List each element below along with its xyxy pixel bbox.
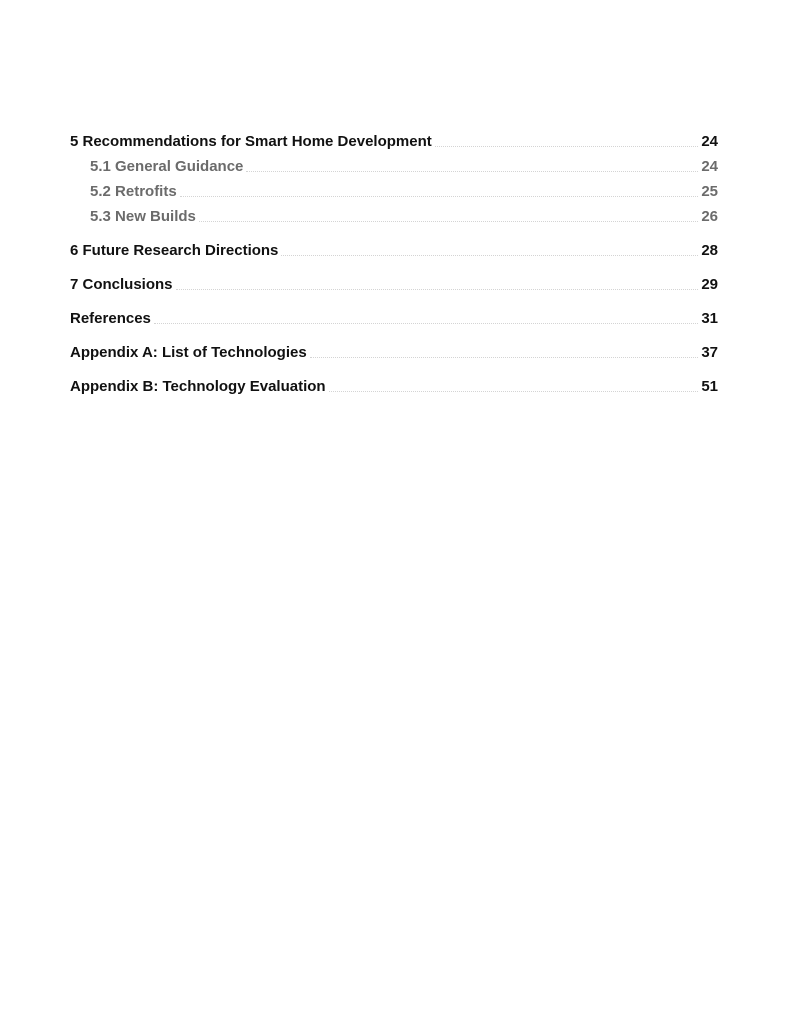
toc-entry-page: 24 [701, 158, 718, 175]
toc-entry-page: 26 [701, 208, 718, 225]
toc-entry-page: 29 [701, 276, 718, 293]
toc-entry-title: 5.3 New Builds [90, 208, 196, 225]
dot-leader [310, 356, 699, 358]
dot-leader [176, 288, 699, 290]
toc-entry-title: 7 Conclusions [70, 276, 173, 293]
toc-entry-title: 5.2 Retrofits [90, 183, 177, 200]
toc-entry-section-5-2[interactable] [70, 180, 718, 200]
dot-leader [154, 322, 698, 324]
toc-entry-section-5-3[interactable] [70, 205, 718, 225]
toc-entry-page: 28 [701, 242, 718, 259]
dot-leader [435, 145, 699, 147]
toc-entry-page: 31 [701, 310, 718, 327]
dot-leader [246, 170, 698, 172]
toc-entry-title: References [70, 310, 151, 327]
toc-entry-page: 25 [701, 183, 718, 200]
toc-entry-page: 24 [701, 133, 718, 150]
toc-entry-section-5-1[interactable] [70, 155, 718, 175]
toc-entry-title: 5 Recommendations for Smart Home Development [70, 133, 432, 150]
toc-entry-section-7[interactable] [70, 273, 718, 293]
toc-entry-section-5[interactable] [70, 130, 718, 150]
dot-leader [281, 254, 698, 256]
dot-leader [329, 390, 699, 392]
toc-entry-title: 5.1 General Guidance [90, 158, 244, 175]
toc-entry-title: Appendix B: Technology Evaluation [70, 378, 326, 395]
toc-entry-section-6[interactable] [70, 239, 718, 259]
toc-entry-page: 37 [701, 344, 718, 361]
toc-entry-appendix-a[interactable] [70, 341, 718, 361]
table-of-contents [70, 130, 718, 409]
toc-entry-page: 51 [701, 378, 718, 395]
dot-leader [180, 195, 699, 197]
toc-entry-title: Appendix A: List of Technologies [70, 344, 307, 361]
toc-entry-appendix-b[interactable] [70, 375, 718, 395]
toc-entry-references[interactable] [70, 307, 718, 327]
toc-entry-title: 6 Future Research Directions [70, 242, 279, 259]
dot-leader [199, 220, 698, 222]
